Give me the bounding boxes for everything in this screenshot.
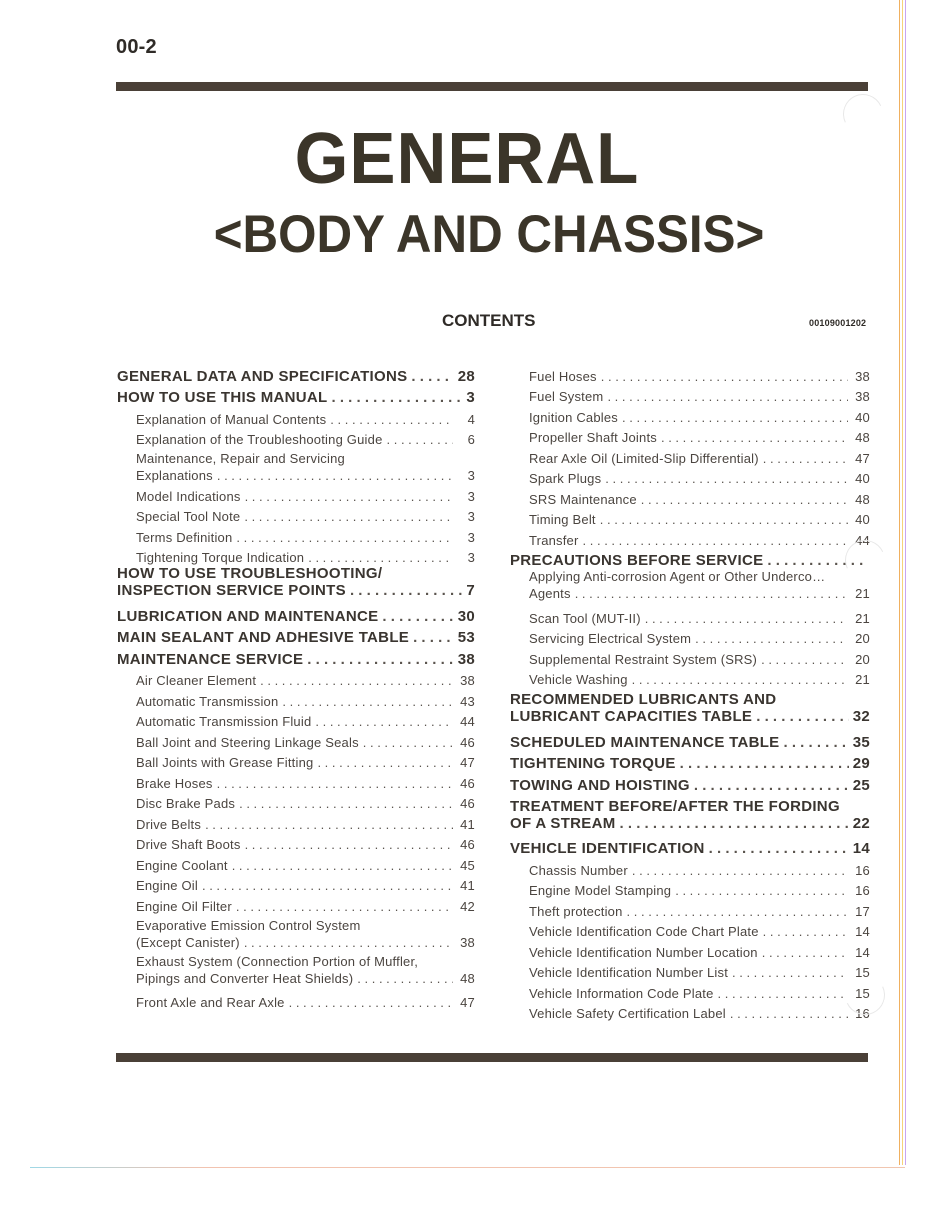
contents-heading: CONTENTS	[442, 311, 536, 330]
toc-label: Ball Joints with Grease Fitting	[136, 755, 314, 770]
toc-item[interactable]	[117, 427, 475, 448]
leader-dots	[756, 708, 848, 725]
toc-label-line1: TREATMENT BEFORE/AFTER THE FORDING	[510, 797, 840, 815]
toc-item[interactable]	[510, 384, 870, 405]
toc-page: 47	[460, 995, 475, 1010]
toc-label-line1: RECOMMENDED LUBRICANTS AND	[510, 691, 777, 708]
leader-dots	[363, 735, 453, 750]
toc-item	[117, 934, 475, 950]
leader-dots	[244, 509, 453, 524]
page-bottom-edge	[30, 1167, 905, 1168]
toc-label: PRECAUTIONS BEFORE SERVICE	[510, 552, 764, 569]
toc-right-column	[510, 363, 870, 1021]
toc-label: Timing Belt	[529, 512, 596, 527]
chapter-subtitle: <BODY AND CHASSIS>	[213, 205, 765, 264]
toc-page: 15	[855, 985, 870, 1001]
toc-label: Engine Model Stamping	[529, 883, 672, 898]
toc-label: Drive Shaft Boots	[136, 837, 241, 852]
leader-dots	[236, 899, 453, 914]
toc-label: TOWING AND HOISTING	[510, 776, 690, 794]
toc-page: 4	[467, 411, 475, 427]
toc-label: Engine Oil	[136, 878, 198, 893]
toc-label: Engine Oil Filter	[136, 898, 232, 914]
leader-dots	[387, 432, 453, 447]
toc-item[interactable]	[510, 1001, 870, 1022]
toc-label: Ball Joint and Steering Linkage Seals	[136, 734, 359, 750]
toc-item[interactable]	[117, 709, 475, 730]
leader-dots	[282, 694, 453, 709]
toc-page: 35	[852, 733, 870, 751]
toc-item[interactable]	[510, 898, 870, 919]
leader-dots	[307, 651, 453, 668]
toc-item[interactable]	[117, 524, 475, 545]
toc-section[interactable]	[117, 625, 475, 647]
toc-label: Terms Definition	[136, 529, 233, 545]
toc-item[interactable]	[117, 832, 475, 853]
leader-dots	[601, 369, 848, 384]
toc-label: Servicing Electrical System	[529, 631, 692, 646]
leader-dots	[217, 468, 453, 483]
toc-page: 20	[855, 631, 870, 646]
toc-left-column	[117, 363, 475, 1010]
toc-item[interactable]	[510, 466, 870, 487]
toc-item-multiline[interactable]	[510, 569, 870, 601]
leader-dots	[732, 965, 848, 980]
toc-item[interactable]	[117, 483, 475, 504]
toc-label-line1: Applying Anti-corrosion Agent or Other Underco…	[529, 569, 826, 584]
leader-dots	[645, 611, 848, 626]
toc-page: 47	[855, 450, 870, 466]
toc-label: Automatic Transmission Fluid	[136, 714, 312, 729]
toc-page: 41	[460, 816, 475, 832]
leader-dots	[607, 389, 848, 404]
toc-page: 46	[460, 775, 475, 791]
toc-item[interactable]	[117, 750, 475, 771]
toc-item-multiline[interactable]	[117, 451, 475, 483]
toc-label: Propeller Shaft Joints	[529, 430, 657, 445]
toc-label: Explanation of the Troubleshooting Guide	[136, 432, 383, 447]
toc-page: 44	[460, 714, 475, 729]
toc-page: 16	[855, 862, 870, 878]
toc-label: Fuel System	[529, 389, 604, 404]
toc-page: 38	[457, 650, 475, 668]
toc-item[interactable]	[510, 939, 870, 960]
leader-dots	[632, 863, 848, 878]
leader-dots	[622, 410, 848, 425]
toc-page: 45	[460, 857, 475, 873]
leader-dots	[730, 1006, 848, 1021]
toc-item[interactable]	[117, 668, 475, 689]
toc-page: 46	[460, 837, 475, 852]
toc-page: 40	[855, 409, 870, 425]
leader-dots	[627, 904, 848, 919]
toc-section[interactable]	[117, 603, 475, 625]
toc-page: 16	[855, 883, 870, 898]
toc-page: 38	[460, 934, 475, 950]
toc-label: SCHEDULED MAINTENANCE TABLE	[510, 733, 780, 751]
toc-page: 21	[855, 672, 870, 687]
toc-section[interactable]	[117, 385, 475, 407]
toc-page: 41	[460, 878, 475, 893]
toc-page: 32	[852, 708, 870, 725]
toc-label: Agents	[529, 586, 571, 601]
chapter-title: GENERAL	[294, 119, 640, 199]
toc-label: Vehicle Identification Number List	[529, 965, 729, 980]
toc-label-line1: HOW TO USE TROUBLESHOOTING/	[117, 565, 383, 582]
toc-page: 17	[855, 903, 870, 919]
toc-page: 40	[855, 471, 870, 486]
toc-label: Scan Tool (MUT-II)	[529, 610, 641, 626]
leader-dots	[217, 776, 453, 791]
leader-dots	[763, 924, 848, 939]
toc-label: Automatic Transmission	[136, 693, 279, 709]
toc-label: LUBRICATION AND MAINTENANCE	[117, 607, 379, 625]
toc-label: Ignition Cables	[529, 409, 618, 425]
toc-item[interactable]	[510, 960, 870, 981]
toc-page: 22	[852, 814, 870, 832]
toc-label: Drive Belts	[136, 816, 202, 832]
toc-label: INSPECTION SERVICE POINTS	[117, 582, 346, 599]
toc-page: 44	[855, 532, 870, 548]
leader-dots	[236, 530, 453, 545]
leader-dots	[245, 489, 453, 504]
toc-page: 7	[466, 582, 475, 599]
toc-item[interactable]	[117, 990, 475, 1011]
toc-item[interactable]	[510, 486, 870, 507]
toc-label: Special Tool Note	[136, 509, 241, 524]
toc-item[interactable]	[510, 363, 870, 384]
toc-section[interactable]	[510, 729, 870, 751]
toc-section[interactable]	[510, 548, 870, 570]
leader-dots	[605, 471, 848, 486]
toc-page: 20	[855, 651, 870, 667]
leader-dots	[350, 582, 462, 599]
leader-dots	[641, 492, 848, 507]
toc-label: Theft protection	[529, 903, 623, 919]
toc-label: Spark Plugs	[529, 471, 602, 486]
leader-dots	[695, 631, 848, 646]
leader-dots	[411, 368, 453, 385]
footer-rule	[116, 1053, 868, 1062]
toc-item[interactable]	[510, 527, 870, 548]
toc-label: Vehicle Identification Number Location	[529, 944, 758, 960]
toc-section[interactable]	[117, 646, 475, 668]
leader-dots	[315, 714, 453, 729]
toc-label: Supplemental Restraint System (SRS)	[529, 651, 758, 667]
leader-dots	[232, 858, 453, 873]
leader-dots	[244, 935, 453, 950]
leader-dots	[205, 817, 453, 832]
leader-dots	[413, 629, 454, 646]
leader-dots	[382, 608, 453, 625]
leader-dots	[661, 430, 848, 445]
toc-page: 6	[467, 432, 475, 447]
leader-dots	[260, 673, 453, 688]
toc-label: OF A STREAM	[510, 814, 616, 832]
toc-page: 3	[467, 468, 475, 483]
leader-dots	[762, 945, 848, 960]
leader-dots	[583, 533, 848, 548]
toc-item[interactable]	[510, 878, 870, 899]
toc-label: VEHICLE IDENTIFICATION	[510, 840, 705, 857]
toc-item[interactable]	[117, 406, 475, 427]
toc-item[interactable]	[510, 667, 870, 688]
toc-page: 46	[460, 796, 475, 811]
toc-label: (Except Canister)	[136, 934, 240, 950]
toc-item[interactable]	[117, 504, 475, 525]
toc-label: TIGHTENING TORQUE	[510, 755, 676, 772]
toc-section	[510, 815, 870, 832]
leader-dots	[575, 586, 848, 601]
toc-page: 53	[457, 629, 475, 646]
toc-item[interactable]	[510, 404, 870, 425]
toc-page: 21	[855, 586, 870, 601]
toc-item[interactable]	[510, 857, 870, 878]
toc-item[interactable]	[117, 811, 475, 832]
toc-section[interactable]	[117, 363, 475, 385]
toc-section[interactable]	[510, 836, 870, 858]
toc-item[interactable]	[510, 919, 870, 940]
page-edge-line	[899, 0, 900, 1165]
toc-page: 47	[460, 755, 475, 770]
toc-section	[510, 708, 870, 725]
leader-dots	[761, 652, 848, 667]
toc-page: 14	[855, 944, 870, 960]
leader-dots	[694, 777, 849, 794]
toc-page: 15	[855, 965, 870, 980]
toc-item-multiline[interactable]	[117, 918, 475, 950]
toc-page: 14	[852, 840, 870, 857]
toc-page: 16	[855, 1006, 870, 1021]
leader-dots	[202, 878, 453, 893]
toc-label: Explanation of Manual Contents	[136, 411, 327, 427]
toc-item[interactable]	[117, 791, 475, 812]
leader-dots	[289, 995, 453, 1010]
toc-section	[117, 582, 475, 599]
toc-page: 3	[467, 529, 475, 545]
page-edge-line	[905, 0, 906, 1165]
toc-item[interactable]	[117, 688, 475, 709]
toc-label: HOW TO USE THIS MANUAL	[117, 389, 328, 406]
leader-dots	[331, 389, 462, 406]
toc-section[interactable]	[510, 751, 870, 773]
toc-item[interactable]	[117, 893, 475, 914]
toc-page: 14	[855, 924, 870, 939]
toc-item[interactable]	[510, 445, 870, 466]
toc-page: 30	[457, 607, 475, 625]
toc-section-multiline[interactable]	[117, 565, 475, 599]
toc-label: Fuel Hoses	[529, 368, 597, 384]
toc-label: Disc Brake Pads	[136, 796, 236, 811]
toc-page: 48	[855, 491, 870, 507]
toc-item[interactable]	[117, 770, 475, 791]
toc-label: MAIN SEALANT AND ADHESIVE TABLE	[117, 629, 410, 646]
toc-label: Front Axle and Rear Axle	[136, 995, 285, 1010]
toc-page: 21	[855, 610, 870, 626]
toc-label: Transfer	[529, 532, 579, 548]
toc-label: Air Cleaner Element	[136, 673, 257, 688]
toc-page: 28	[457, 367, 475, 385]
toc-page: 3	[467, 550, 475, 565]
toc-item[interactable]	[117, 852, 475, 873]
toc-label: Explanations	[136, 468, 213, 483]
leader-dots	[600, 512, 848, 527]
toc-item[interactable]	[510, 605, 870, 626]
toc-page: 3	[467, 509, 475, 524]
toc-page: 38	[855, 389, 870, 404]
toc-item[interactable]	[117, 729, 475, 750]
toc-label: Model Indications	[136, 488, 241, 504]
toc-item	[510, 585, 870, 601]
toc-item[interactable]	[117, 545, 475, 566]
leader-dots	[763, 451, 848, 466]
leader-dots	[680, 755, 849, 772]
toc-item-multiline[interactable]	[117, 954, 475, 986]
leader-dots	[330, 412, 453, 427]
toc-section-multiline[interactable]	[510, 691, 870, 725]
leader-dots	[317, 755, 453, 770]
leader-dots	[709, 840, 849, 857]
toc-page: 38	[855, 368, 870, 384]
toc-page: 43	[460, 693, 475, 709]
leader-dots	[784, 734, 849, 751]
toc-page: 3	[466, 389, 475, 406]
toc-label: Engine Coolant	[136, 857, 228, 873]
toc-section-multiline[interactable]	[510, 798, 870, 832]
toc-label: GENERAL DATA AND SPECIFICATIONS	[117, 367, 408, 385]
toc-label: Rear Axle Oil (Limited-Slip Differential)	[529, 450, 759, 466]
page-number: 00-2	[116, 36, 157, 58]
toc-label: Brake Hoses	[136, 775, 213, 791]
toc-label: Vehicle Information Code Plate	[529, 985, 714, 1001]
toc-item	[117, 467, 475, 483]
toc-page: 46	[460, 734, 475, 750]
toc-section[interactable]	[510, 772, 870, 794]
toc-item[interactable]	[510, 507, 870, 528]
toc-item[interactable]	[510, 626, 870, 647]
toc-page: 29	[852, 755, 870, 772]
toc-label: Pipings and Converter Heat Shields)	[136, 970, 354, 986]
toc-label-line1: Exhaust System (Connection Portion of Muffler,	[136, 953, 419, 969]
leader-dots	[239, 796, 453, 811]
toc-label: SRS Maintenance	[529, 491, 637, 507]
toc-page: 42	[460, 898, 475, 914]
toc-page: 48	[460, 970, 475, 986]
toc-page: 40	[855, 512, 870, 527]
toc-item[interactable]	[510, 425, 870, 446]
toc-page: 48	[855, 430, 870, 445]
toc-label: Vehicle Washing	[529, 672, 628, 687]
toc-label-line1: Evaporative Emission Control System	[136, 917, 361, 933]
leader-dots	[620, 815, 849, 832]
toc-item[interactable]	[510, 646, 870, 667]
leader-dots	[675, 883, 848, 898]
toc-item[interactable]	[117, 873, 475, 894]
toc-page: 25	[852, 776, 870, 794]
leader-dots	[245, 837, 453, 852]
page-edge-line	[902, 0, 903, 1165]
toc-label: LUBRICANT CAPACITIES TABLE	[510, 708, 753, 725]
toc-label: Tightening Torque Indication	[136, 550, 305, 565]
toc-label: Vehicle Identification Code Chart Plate	[529, 924, 759, 939]
toc-page: 38	[460, 673, 475, 688]
toc-label-line1: Maintenance, Repair and Servicing	[136, 451, 345, 466]
header-rule	[116, 82, 868, 91]
toc-label: MAINTENANCE SERVICE	[117, 650, 304, 668]
toc-label: Chassis Number	[529, 862, 628, 878]
toc-item	[117, 970, 475, 986]
leader-dots	[357, 971, 453, 986]
leader-dots	[632, 672, 848, 687]
toc-label: Vehicle Safety Certification Label	[529, 1006, 726, 1021]
toc-item[interactable]	[510, 980, 870, 1001]
document-code: 00109001202	[809, 318, 867, 328]
leader-dots	[308, 550, 453, 565]
toc-page: 3	[467, 488, 475, 504]
leader-dots	[718, 986, 849, 1001]
